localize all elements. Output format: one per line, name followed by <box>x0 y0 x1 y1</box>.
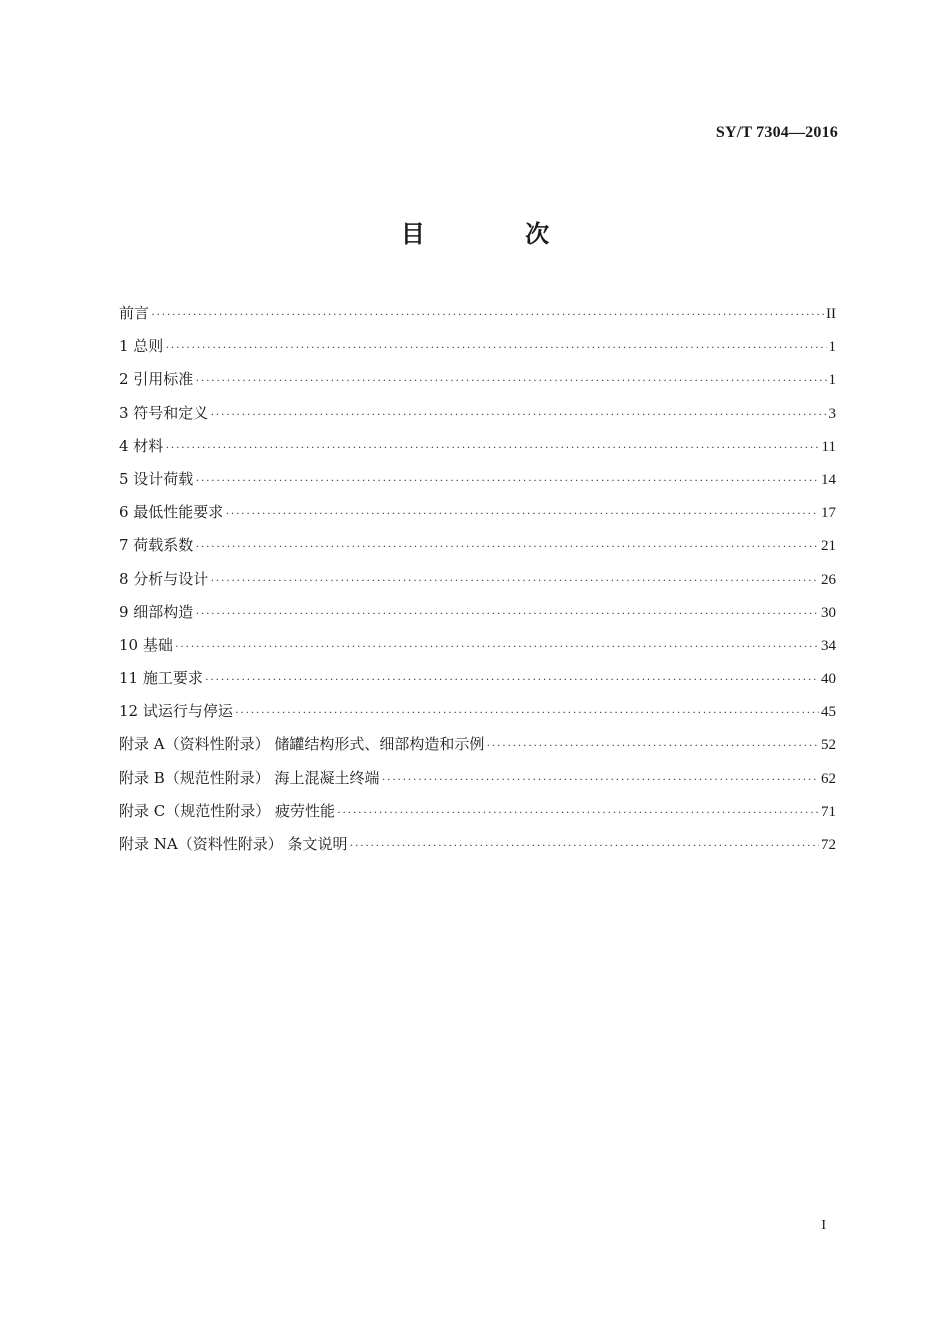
toc-entry-appendix-a[interactable] <box>119 731 836 764</box>
toc-entry-label: 附录 NA（资料性附录） 条文说明 <box>119 835 348 853</box>
toc-entry-label: 6 最低性能要求 <box>119 503 224 522</box>
toc-entry-page: 11 <box>821 438 836 455</box>
toc-entry-label: 3 符号和定义 <box>119 403 209 422</box>
toc-entry-7[interactable] <box>119 532 836 565</box>
toc-entry-appendix-b[interactable] <box>119 765 836 798</box>
toc-entry-5[interactable] <box>119 466 836 499</box>
toc-entry-page: 30 <box>821 604 836 621</box>
table-of-contents <box>119 300 836 864</box>
toc-entry-4[interactable] <box>119 433 836 466</box>
toc-entry-page: 45 <box>821 704 836 721</box>
toc-title: 目 次 <box>400 220 596 248</box>
toc-entry-page: II <box>826 306 836 322</box>
toc-entry-10[interactable] <box>119 632 836 665</box>
dot-leader <box>175 633 819 659</box>
toc-entry-9[interactable] <box>119 599 836 632</box>
toc-entry-1[interactable] <box>119 333 836 366</box>
toc-entry-label: 7 荷载系数 <box>119 536 194 555</box>
dot-leader <box>382 766 819 792</box>
dot-leader <box>205 666 819 692</box>
toc-entry-page: 17 <box>821 505 836 522</box>
dot-leader <box>195 467 819 493</box>
toc-entry-label: 5 设计荷载 <box>119 469 194 488</box>
toc-entry-label: 附录 B（规范性附录） 海上混凝土终端 <box>119 768 380 787</box>
toc-entry-appendix-c[interactable] <box>119 798 836 831</box>
toc-entry-label: 附录 A（资料性附录） 储罐结构形式、细部构造和示例 <box>119 735 485 754</box>
dot-leader <box>225 500 819 526</box>
toc-entry-8[interactable] <box>119 566 836 599</box>
toc-entry-label: 4 材料 <box>119 436 164 455</box>
toc-entry-page: 62 <box>821 770 836 787</box>
toc-entry-label: 1 总则 <box>119 337 164 356</box>
toc-entry-page: 40 <box>821 671 836 688</box>
toc-entry-label: 12 试运行与停运 <box>119 702 233 721</box>
toc-entry-label: 10 基础 <box>119 635 173 654</box>
toc-entry-page: 1 <box>828 372 836 389</box>
toc-entry-2[interactable] <box>119 366 836 399</box>
toc-entry-12[interactable] <box>119 698 836 731</box>
toc-entry-page: 72 <box>821 837 836 853</box>
toc-entry-label: 附录 C（规范性附录） 疲劳性能 <box>119 801 336 820</box>
toc-entry-page: 52 <box>821 737 836 754</box>
dot-leader <box>195 533 819 559</box>
toc-entry-page: 1 <box>828 339 836 356</box>
dot-leader <box>235 699 819 725</box>
toc-entry-page: 14 <box>821 471 836 488</box>
toc-entry-6[interactable] <box>119 499 836 532</box>
toc-entry-appendix-na[interactable] <box>119 831 836 864</box>
toc-entry-label: 前言 <box>119 304 150 322</box>
dot-leader <box>165 334 826 360</box>
toc-entry-11[interactable] <box>119 665 836 698</box>
toc-entry-label: 11 施工要求 <box>119 669 203 688</box>
toc-entry-label: 8 分析与设计 <box>119 569 209 588</box>
dot-leader <box>165 434 819 460</box>
toc-entry-label: 9 细部构造 <box>119 602 194 621</box>
toc-entry-page: 34 <box>821 637 836 654</box>
dot-leader <box>195 600 819 626</box>
dot-leader <box>486 732 819 758</box>
toc-entry-preface[interactable] <box>119 300 836 333</box>
toc-entry-label: 2 引用标准 <box>119 370 194 389</box>
toc-entry-page: 21 <box>821 538 836 555</box>
dot-leader <box>350 832 820 858</box>
dot-leader <box>195 367 826 393</box>
standard-code: SY/T 7304—2016 <box>715 124 838 141</box>
toc-entry-3[interactable] <box>119 400 836 433</box>
dot-leader <box>210 567 819 593</box>
dot-leader <box>337 799 819 825</box>
page-number: I <box>821 1218 826 1233</box>
dot-leader <box>151 301 824 327</box>
toc-entry-page: 3 <box>828 405 836 422</box>
dot-leader <box>210 401 826 427</box>
toc-entry-page: 26 <box>821 571 836 588</box>
toc-entry-page: 71 <box>821 803 836 820</box>
